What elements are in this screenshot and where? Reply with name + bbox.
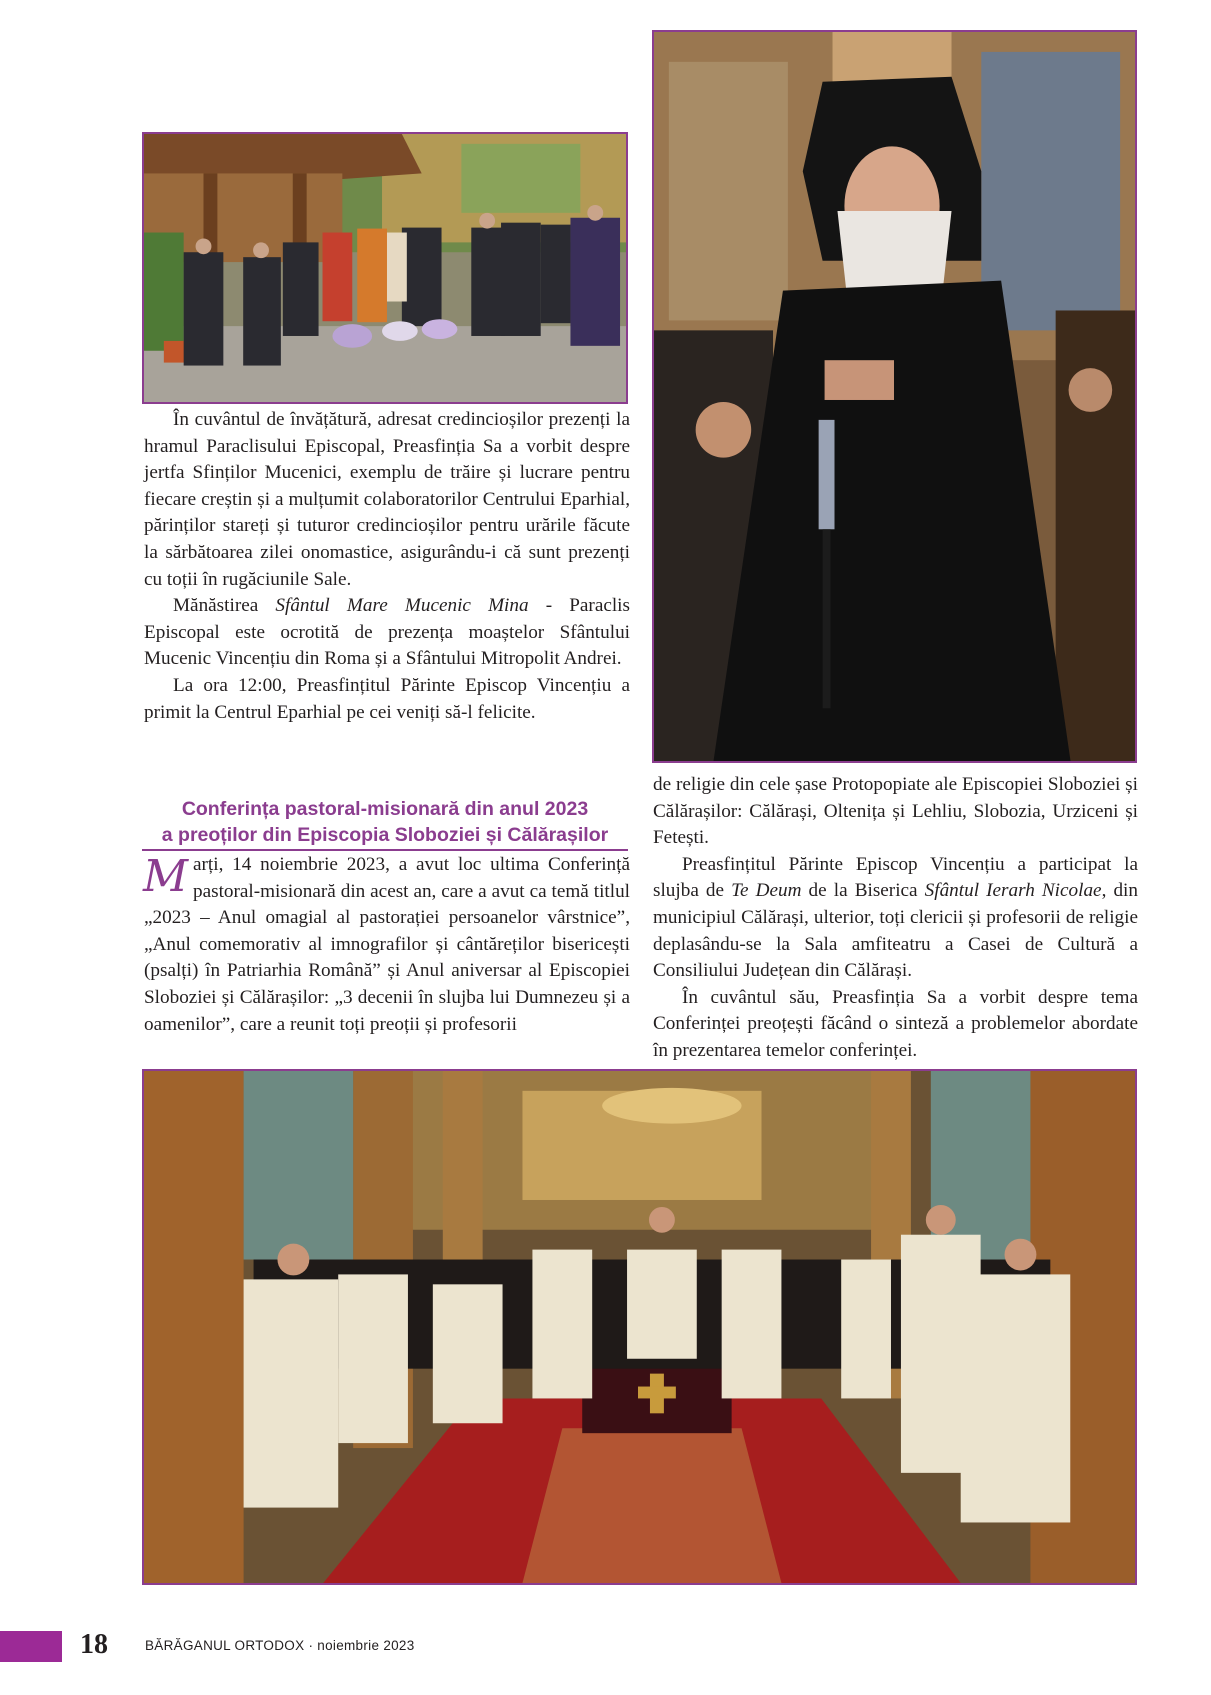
page-number: 18	[80, 1629, 108, 1660]
te-deum-title: Te Deum	[731, 880, 802, 902]
section-heading-line1: Conferința pastoral-misionară din anul 2023	[181, 798, 589, 820]
paragraph-sermon: În cuvântul de învățătură, adresat credincioșilor prezenți la hramul Paraclisului Episcopal, Preasfinția Sa a vorbit despre jertfa Sfinților Mucenici, exemplu de trăire și lucrare pentru fiecare creștin și a mulțumit colaboratorilor Centrului Eparhial, părinților stareți și tuturor credincioșilor pentru urările făcute la sărbătoarea zilei onomastice, asigurându-i că sunt prezenți cu toții în rugăciunile Sale.	[144, 409, 630, 590]
footer-publication: BĂRĂGANUL ORTODOX · noiembrie 2023	[145, 1638, 415, 1653]
paragraph-conference	[144, 852, 630, 1038]
photo-bishop-portrait	[652, 30, 1137, 763]
photo-church-service	[142, 1069, 1137, 1585]
te-deum-text-b: de la Biserica	[801, 880, 925, 902]
church-name: Sfântul Ierarh Nicolae	[924, 880, 1102, 902]
te-deum-text-c: , din municipiul Călărași, ulterior, toți clericii și profesorii de religie deplasându-se la Sala amfiteatru a Casei de Cultură a Consiliului Județean din Călărași.	[653, 880, 1138, 982]
paragraph-monastery	[144, 593, 630, 673]
monastery-text-start: Mănăstirea	[173, 595, 276, 617]
te-deum-text-a: Preasfințitul Părinte Episcop Vincențiu a participat la slujba de	[653, 853, 1138, 902]
paragraph-te-deum	[653, 852, 1138, 985]
photo-church-service-image	[144, 1071, 1135, 1583]
photo-group-outdoor-image	[144, 134, 626, 402]
footer-accent-bar	[0, 1631, 62, 1662]
monastery-name: Sfântul Mare Mucenic Mina	[275, 595, 529, 617]
paragraph-speech: În cuvântul său, Preasfinția Sa a vorbit despre tema Conferinței preoțești făcând o sinteză a problemelor abordate în prezentarea temelor conferinței.	[653, 986, 1138, 1061]
photo-bishop-portrait-image	[654, 32, 1135, 761]
photo-group-outdoor	[142, 132, 628, 404]
section-heading	[142, 796, 628, 851]
conference-text-body: arți, 14 noiembrie 2023, a avut loc ultima Conferință pastoral-misionară din acest an, care a avut ca temă titlul „2023 – Anul omagial al pastorației persoanelor vârstnice”, „Anul comemorativ al imnografilor și cântăreților bisericești (psalți) în Patriarhia Română” și Anul aniversar al Episcopiei Sloboziei și Călărașilor: „3 decenii în slujba lui Dumnezeu și a oamenilor”, care a reunit toți preoții și profesorii	[144, 854, 630, 1035]
left-text-column	[144, 407, 630, 726]
paragraph-protopopiates: de religie din cele șase Protopopiate ale Episcopiei Sloboziei și Călărașilor: Călărași, Oltenița și Lehliu, Slobozia, Urziceni și Fetești.	[653, 774, 1138, 849]
paragraph-reception: La ora 12:00, Preasfințitul Părinte Episcop Vincențiu a primit la Centrul Eparhial pe cei veniți să-l felicite.	[144, 674, 630, 723]
section-heading-line2: a preoților din Episcopia Sloboziei și Călărașilor	[161, 824, 609, 846]
drop-cap: M	[143, 851, 189, 902]
conference-text	[144, 852, 630, 1038]
monastery-text-end: - Paraclis Episcopal este ocrotită de prezența moaștelor Sfântului Mucenic Vincențiu din Roma și a Sfântului Mitropolit Andrei.	[144, 595, 630, 670]
right-text-column	[653, 772, 1138, 1065]
